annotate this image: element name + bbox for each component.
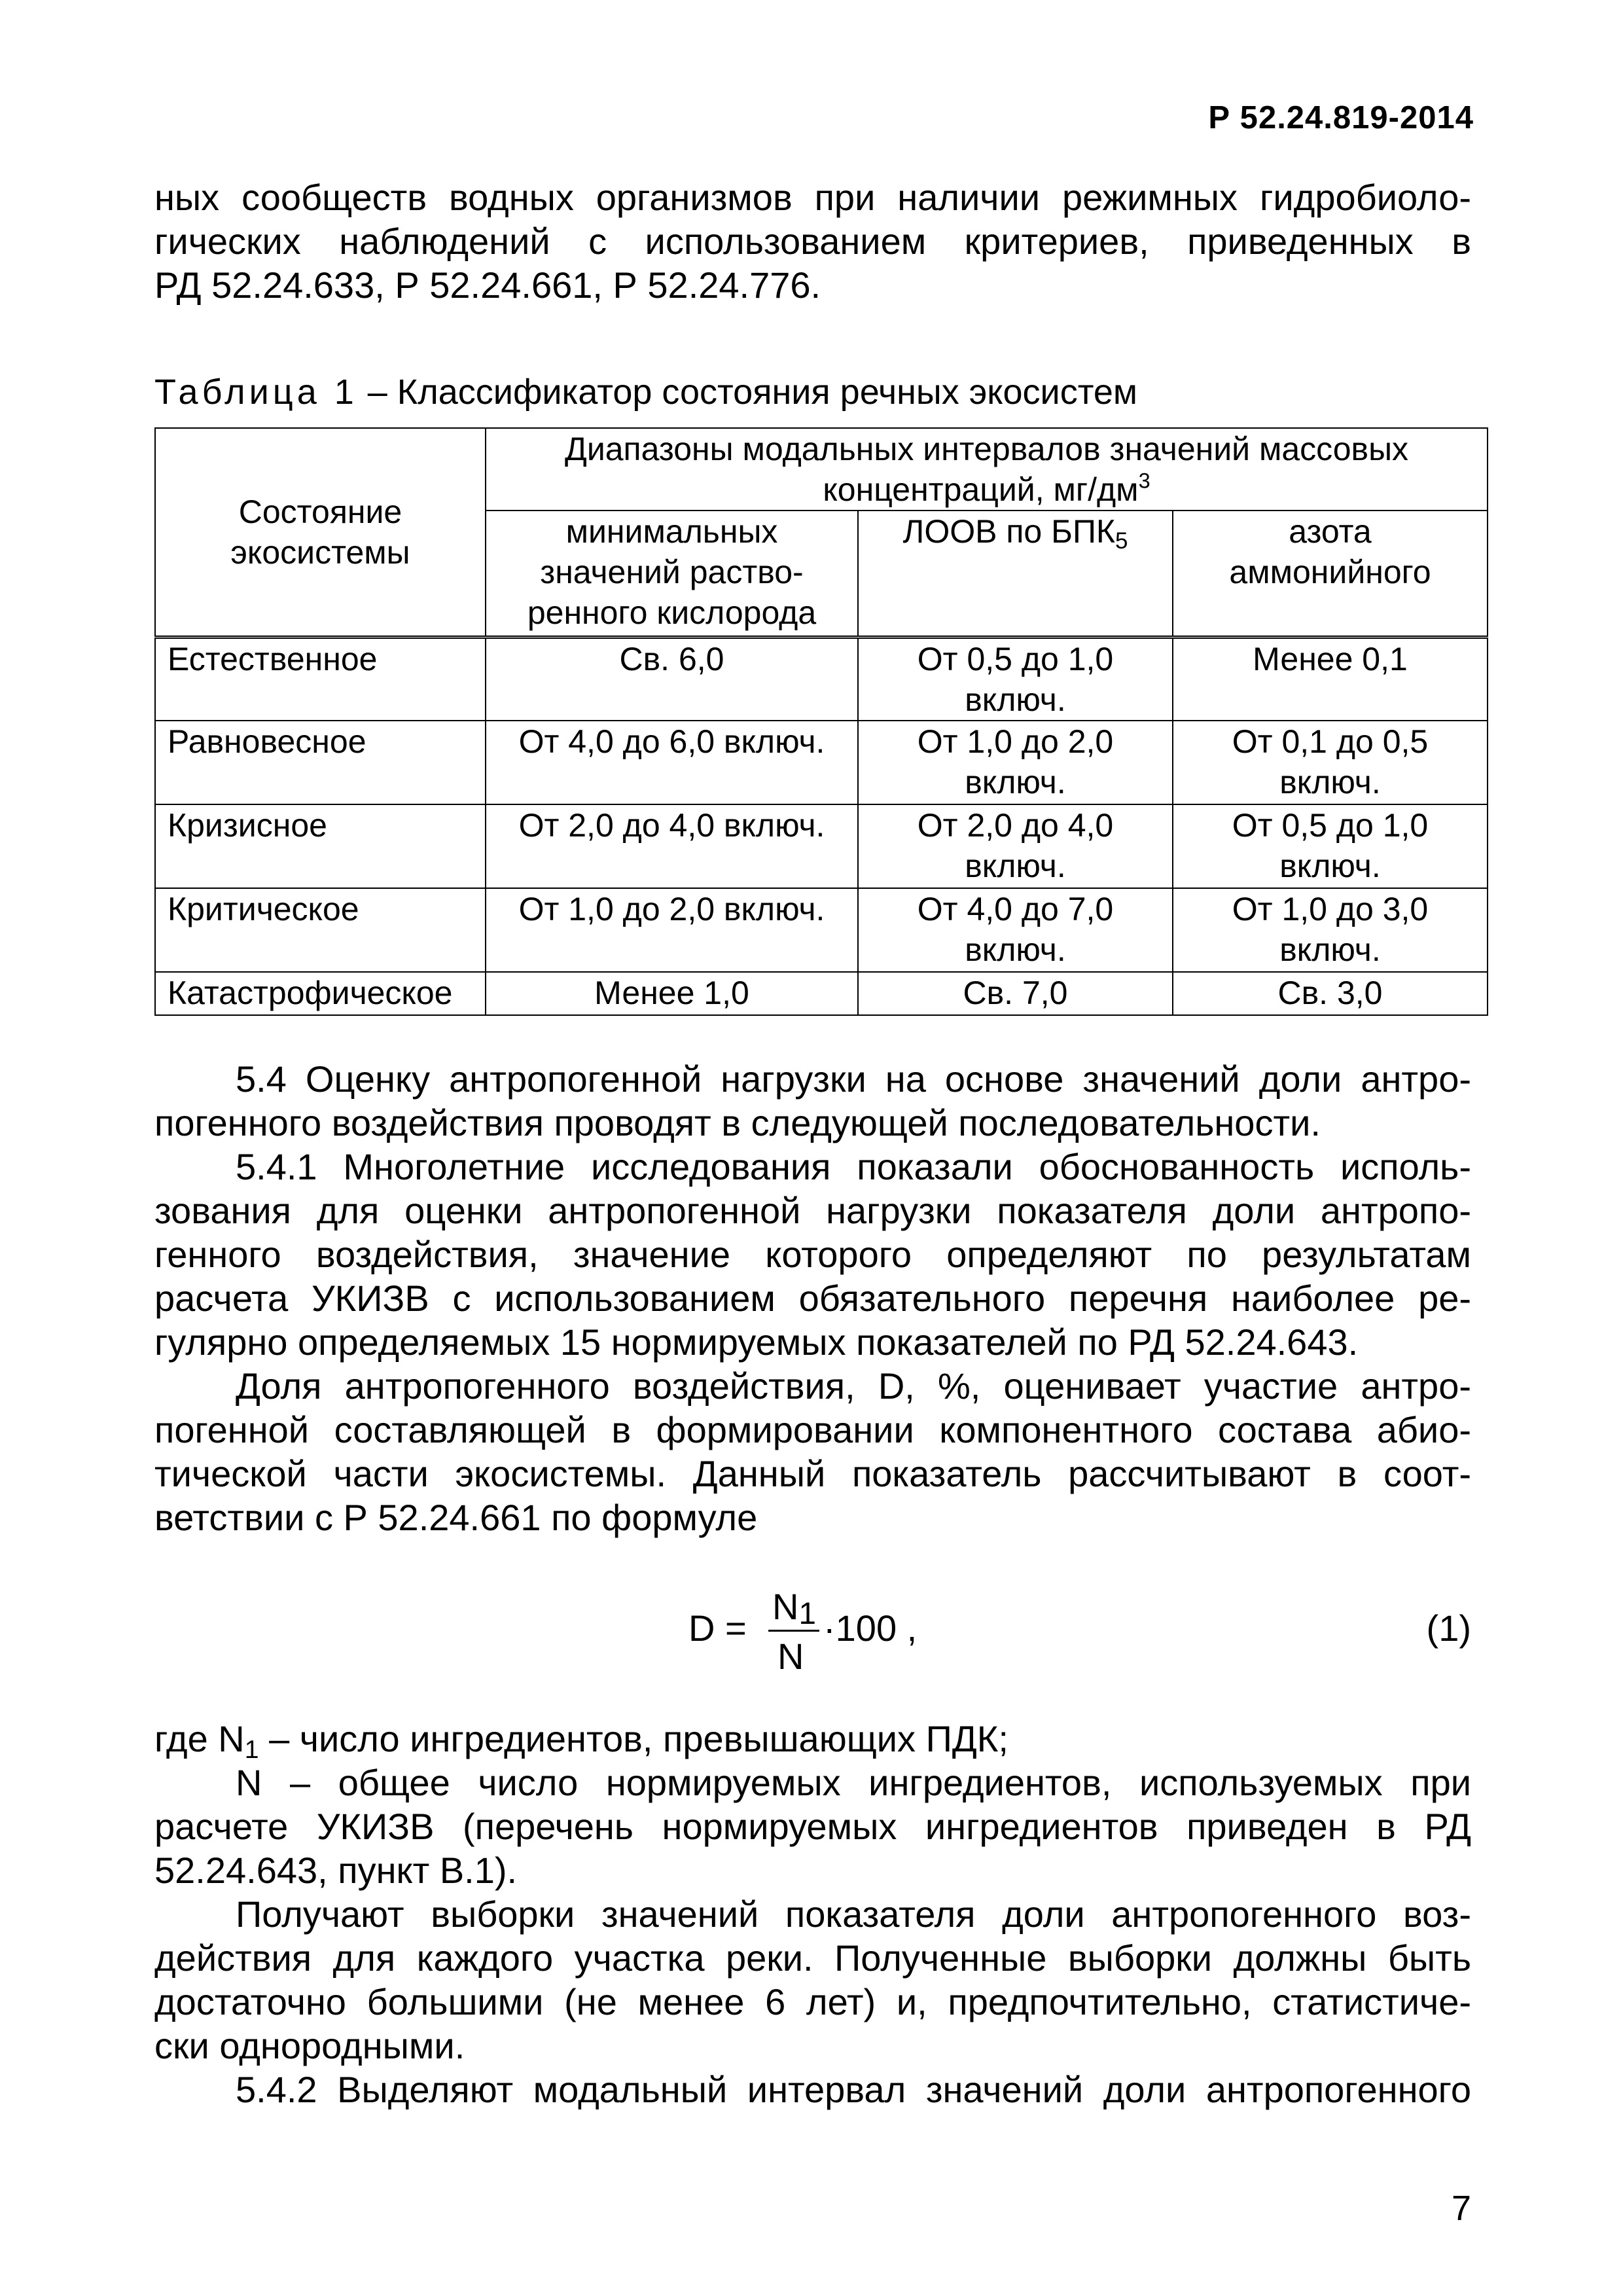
text-line: генного воздействия, значение которого определяют по результатам <box>154 1234 1471 1275</box>
cell-ammonium: От 1,0 до 3,0 включ. <box>1173 888 1488 972</box>
cell-ammonium: От 0,1 до 0,5 включ. <box>1173 721 1488 804</box>
cell-oxygen: От 1,0 до 2,0 включ. <box>486 888 858 972</box>
table-header-row <box>155 428 1488 511</box>
paragraph-5-4 <box>154 1057 1471 1145</box>
cell-ammonium: От 0,5 до 1,0 включ. <box>1173 804 1488 888</box>
paragraph-share-definition <box>154 1364 1471 1539</box>
cell-loov: От 2,0 до 4,0 включ. <box>858 804 1173 888</box>
table-caption-prefix: Таблица 1 <box>154 372 358 412</box>
cell-oxygen: Св. 6,0 <box>486 637 858 721</box>
table-row <box>155 972 1488 1015</box>
cell-ammonium: Менее 0,1 <box>1173 637 1488 721</box>
text-line: достаточно большими (не менее 6 лет) и, предпочтительно, статистиче- <box>154 1981 1471 2022</box>
text-line: гических наблюдений с использованием критериев, приведенных в <box>154 221 1471 262</box>
text-line: расчете УКИЗВ (перечень нормируемых ингредиентов приведен в РД <box>154 1806 1471 1847</box>
intro-paragraph <box>154 175 1471 307</box>
formula-numerator: $N_1$ <box>772 1586 816 1632</box>
text-line: 5.4.2 Выделяют модальный интервал значений доли антропогенного <box>236 2069 1471 2110</box>
cell-state: Катастрофическое <box>155 972 486 1015</box>
text-line: Доля антропогенного воздействия, D, %, оценивает участие антро- <box>236 1365 1471 1407</box>
text-line: гулярно определяемых 15 нормируемых показателей по РД 52.24.643. <box>154 1321 1359 1363</box>
text-line: ных сообществ водных организмов при наличии режимных гидробиоло- <box>154 177 1471 218</box>
header-group: Диапазоны модальных интервалов значений массовых концентраций, $мг/дм^3$ <box>486 428 1488 511</box>
header-oxygen: минимальных значений раство-ренного кислорода <box>486 511 858 637</box>
text-line: тической части экосистемы. Данный показатель рассчитывают в соот- <box>154 1453 1471 1494</box>
cell-oxygen: От 4,0 до 6,0 включ. <box>486 721 858 804</box>
text-line: погенного воздействия проводят в следующей последовательности. <box>154 1102 1321 1143</box>
document-code: Р 52.24.819-2014 <box>1208 100 1474 135</box>
paragraph-n-definition <box>154 1761 1471 1892</box>
page-number: 7 <box>1451 2189 1471 2228</box>
cell-loov: Св. 7,0 <box>858 972 1173 1015</box>
fraction-bar <box>768 1630 819 1632</box>
table-caption <box>154 372 1137 412</box>
text-line: ветствии с Р 52.24.661 по формуле <box>154 1497 758 1538</box>
table-row <box>155 637 1488 721</box>
where-line: где $N_1$ – число ингредиентов, превышающих ПДК; <box>154 1718 1008 1764</box>
text-line: 52.24.643, пункт В.1). <box>154 1850 518 1891</box>
paragraph-samples <box>154 1892 1471 2068</box>
text-line: РД 52.24.633, Р 52.24.661, Р 52.24.776. <box>154 264 821 306</box>
table-row <box>155 888 1488 972</box>
text-line: 5.4.1 Многолетние исследования показали обоснованность исполь- <box>236 1146 1471 1187</box>
header-state: Состояние экосистемы <box>155 428 486 637</box>
paragraph-5-4-2 <box>154 2068 1471 2111</box>
cell-state: Критическое <box>155 888 486 972</box>
text-line: действия для каждого участка реки. Полученные выборки должны быть <box>154 1937 1471 1979</box>
paragraph-5-4-1 <box>154 1145 1471 1364</box>
text-line: погенной составляющей в формировании компонентного состава абио- <box>154 1409 1471 1450</box>
text-line: расчета УКИЗВ с использованием обязательного перечня наиболее ре- <box>154 1278 1471 1319</box>
cell-state: Равновесное <box>155 721 486 804</box>
formula-denominator: N <box>777 1636 804 1677</box>
text-line: ски однородными. <box>154 2025 465 2066</box>
formula-lhs: D = <box>688 1607 747 1649</box>
cell-oxygen: От 2,0 до 4,0 включ. <box>486 804 858 888</box>
text-line: N – общее число нормируемых ингредиентов, используемых при <box>236 1762 1471 1803</box>
formula-rhs: ·100 , <box>823 1607 918 1649</box>
cell-loov: От 4,0 до 7,0 включ. <box>858 888 1173 972</box>
text-line: зования для оценки антропогенной нагрузки показателя доли антропо- <box>154 1190 1471 1231</box>
cell-ammonium: Св. 3,0 <box>1173 972 1488 1015</box>
table-row <box>155 721 1488 804</box>
cell-state: Естественное <box>155 637 486 721</box>
cell-loov: От 1,0 до 2,0 включ. <box>858 721 1173 804</box>
text-line: 5.4 Оценку антропогенной нагрузки на основе значений доли антро- <box>236 1058 1471 1100</box>
cell-state: Кризисное <box>155 804 486 888</box>
header-ammonium: азота аммонийного <box>1173 511 1488 637</box>
table-row <box>155 804 1488 888</box>
header-loov: ЛООВ по $БПК_5$ <box>858 511 1173 637</box>
text-line: Получают выборки значений показателя доли антропогенного воз- <box>236 1893 1471 1935</box>
cell-oxygen: Менее 1,0 <box>486 972 858 1015</box>
table-caption-text: – Классификатор состояния речных экосистем <box>357 372 1137 412</box>
classifier-table <box>154 427 1488 1016</box>
equation-number: (1) <box>1426 1607 1471 1649</box>
cell-loov: От 0,5 до 1,0 включ. <box>858 637 1173 721</box>
